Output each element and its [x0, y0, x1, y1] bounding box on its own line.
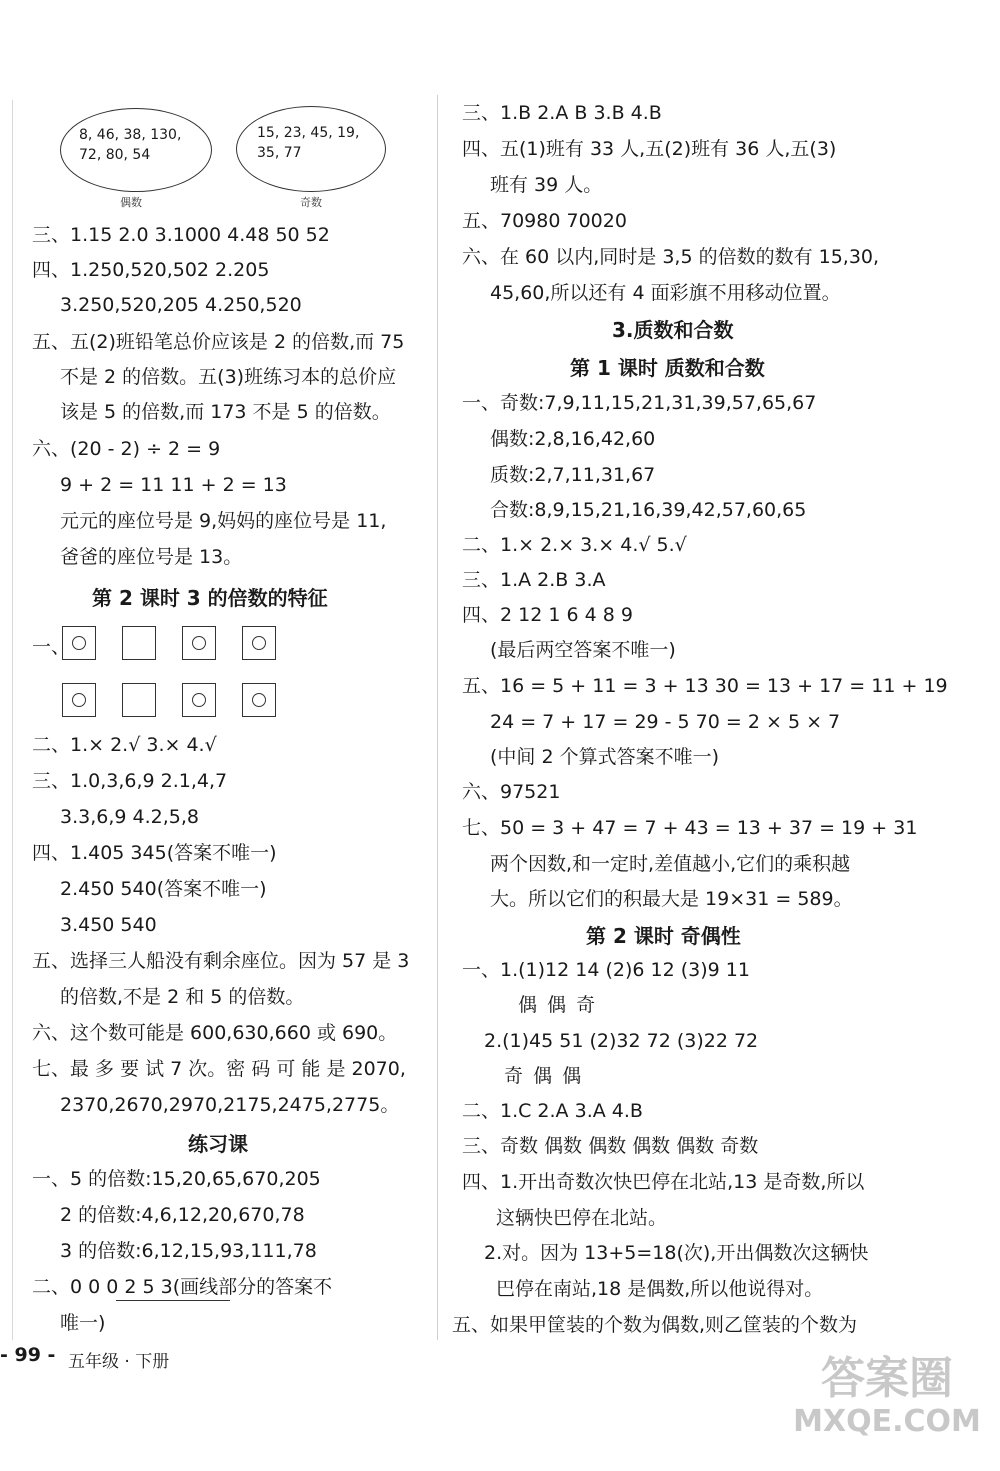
right-line: 二、1.× 2.× 3.× 4.√ 5.√ — [462, 534, 687, 556]
circle-mark-icon — [72, 636, 86, 650]
right-line: 三、1.A 2.B 3.A — [462, 569, 606, 591]
circle-mark-icon — [192, 636, 206, 650]
watermark-logo — [792, 1353, 982, 1443]
right-line: (中间 2 个算式答案不唯一) — [490, 746, 719, 768]
watermark-url: MXQE.COM — [793, 1404, 981, 1439]
left-line: 2.450 540(答案不唯一) — [60, 878, 267, 900]
left-line: 3.3,6,9 4.2,5,8 — [60, 806, 199, 828]
right-line: 四、1.开出奇数次快巴停在北站,13 是奇数,所以 — [462, 1171, 865, 1193]
right-line: 六、在 60 以内,同时是 3,5 的倍数的数有 15,30, — [462, 246, 880, 268]
right-line: 大。所以它们的积最大是 19×31 = 589。 — [490, 888, 853, 910]
column-divider — [437, 95, 438, 1340]
circle-mark-icon — [192, 693, 206, 707]
left-line: 3.250,520,205 4.250,520 — [60, 294, 302, 316]
left-line: 七、最 多 要 试 7 次。密 码 可 能 是 2070, — [32, 1058, 406, 1080]
right-line: 六、97521 — [462, 781, 561, 803]
right-line: 质数:2,7,11,31,67 — [490, 464, 656, 486]
left-line: 元元的座位号是 9,妈妈的座位号是 11, — [60, 510, 387, 532]
circle-mark-icon — [252, 693, 266, 707]
right-line: 五、16 = 5 + 11 = 3 + 13 30 = 13 + 17 = 11 + 19 — [462, 675, 948, 697]
right-line: 四、2 12 1 6 4 8 9 — [462, 604, 633, 626]
right-line: 四、五(1)班有 33 人,五(2)班有 36 人,五(3) — [462, 138, 837, 160]
right-line: 五、如果甲筐装的个数为偶数,则乙筐装的个数为 — [452, 1314, 858, 1336]
page-number: - 99 - — [0, 1344, 56, 1366]
practice-heading: 练习课 — [188, 1132, 248, 1156]
left-line: 二、1.× 2.√ 3.× 4.√ — [32, 734, 217, 756]
circle-mark-icon — [252, 636, 266, 650]
left-line: 三、1.0,3,6,9 2.1,4,7 — [32, 770, 228, 792]
answer-underline — [116, 1300, 230, 1301]
answer-box-empty — [122, 683, 156, 717]
right-line: 三、奇数 偶数 偶数 偶数 偶数 奇数 — [462, 1135, 759, 1157]
left-line: 3 的倍数:6,12,15,93,111,78 — [60, 1240, 317, 1262]
watermark-text: 答案圈 — [821, 1353, 953, 1404]
left-line: 3.450 540 — [60, 914, 157, 936]
circle-mark-icon — [72, 693, 86, 707]
odd-numbers-ellipse: 15, 23, 45, 19, 35, 77 — [236, 106, 386, 192]
answer-box-empty — [122, 626, 156, 660]
left-line: 四、1.405 345(答案不唯一) — [32, 842, 277, 864]
right-line: 2.对。因为 13+5=18(次),开出偶数次这辆快 — [484, 1242, 869, 1264]
grade-label: 五年级 · 下册 — [68, 1352, 170, 1372]
left-line: 该是 5 的倍数,而 173 不是 5 的倍数。 — [60, 401, 391, 423]
left-line: 2370,2670,2970,2175,2475,2775。 — [60, 1094, 400, 1116]
left-line: 爸爸的座位号是 13。 — [60, 546, 243, 568]
right-line: 这辆快巴停在北站。 — [496, 1207, 668, 1229]
right-line: 奇 偶 偶 — [504, 1065, 584, 1087]
right-line: 偶数:2,8,16,42,60 — [490, 428, 656, 450]
right-line: 合数:8,9,15,21,16,39,42,57,60,65 — [490, 499, 807, 521]
left-line: 四、1.250,520,502 2.205 — [32, 259, 270, 281]
answer-box-marked — [242, 626, 276, 660]
left-line: 不是 2 的倍数。五(3)班练习本的总价应 — [60, 366, 397, 388]
left-line: 9 + 2 = 11 11 + 2 = 13 — [60, 474, 287, 496]
right-line: 巴停在南站,18 是偶数,所以他说得对。 — [496, 1278, 824, 1300]
right-line: 班有 39 人。 — [490, 174, 603, 196]
section-title: 3.质数和合数 — [612, 318, 734, 342]
right-line: 一、1.(1)12 14 (2)6 12 (3)9 11 — [462, 959, 750, 981]
answer-box-marked — [182, 683, 216, 717]
lesson-heading: 第 2 课时 奇偶性 — [586, 924, 741, 948]
left-line: 二、0 0 0 2 5 3(画线部分的答案不 — [32, 1276, 333, 1298]
left-line: 五、五(2)班铅笔总价应该是 2 的倍数,而 75 — [32, 331, 405, 353]
right-line: 2.(1)45 51 (2)32 72 (3)22 72 — [484, 1030, 759, 1052]
right-line: 七、50 = 3 + 47 = 7 + 43 = 13 + 37 = 19 + 31 — [462, 817, 918, 839]
left-line: 六、这个数可能是 600,630,660 或 690。 — [32, 1022, 398, 1044]
answer-box-marked — [182, 626, 216, 660]
left-line: 2 的倍数:4,6,12,20,670,78 — [60, 1204, 305, 1226]
left-line: 的倍数,不是 2 和 5 的倍数。 — [60, 986, 305, 1008]
answer-box-marked — [62, 626, 96, 660]
right-line: 二、1.C 2.A 3.A 4.B — [462, 1100, 643, 1122]
left-line: 五、选择三人船没有剩余座位。因为 57 是 3 — [32, 950, 410, 972]
answer-box-marked — [242, 683, 276, 717]
even-numbers-ellipse: 8, 46, 38, 130, 72, 80, 54 — [60, 108, 212, 192]
right-line: 45,60,所以还有 4 面彩旗不用移动位置。 — [490, 282, 841, 304]
even-label: 偶数 — [120, 196, 142, 209]
right-line: 偶 偶 奇 — [518, 994, 598, 1016]
left-line: 一、5 的倍数:15,20,65,670,205 — [32, 1168, 321, 1190]
odd-label: 奇数 — [300, 196, 322, 209]
left-line: 六、(20 - 2) ÷ 2 = 9 — [32, 438, 221, 460]
right-line: 一、奇数:7,9,11,15,21,31,39,57,65,67 — [462, 392, 817, 414]
right-line: 五、70980 70020 — [462, 210, 627, 232]
right-line: (最后两空答案不唯一) — [490, 639, 676, 661]
left-margin-rule — [12, 100, 13, 1340]
answer-box-marked — [62, 683, 96, 717]
lesson-heading: 第 1 课时 质数和合数 — [570, 356, 765, 380]
left-line: 三、1.15 2.0 3.1000 4.48 50 52 — [32, 224, 330, 246]
right-line: 24 = 7 + 17 = 29 - 5 70 = 2 × 5 × 7 — [490, 711, 841, 733]
lesson-heading: 第 2 课时 3 的倍数的特征 — [92, 586, 328, 610]
right-line: 两个因数,和一定时,差值越小,它们的乘积越 — [490, 853, 851, 875]
left-line: 唯一) — [60, 1312, 106, 1334]
q1-label: 一、 — [32, 636, 71, 658]
right-line: 三、1.B 2.A B 3.B 4.B — [462, 102, 662, 124]
